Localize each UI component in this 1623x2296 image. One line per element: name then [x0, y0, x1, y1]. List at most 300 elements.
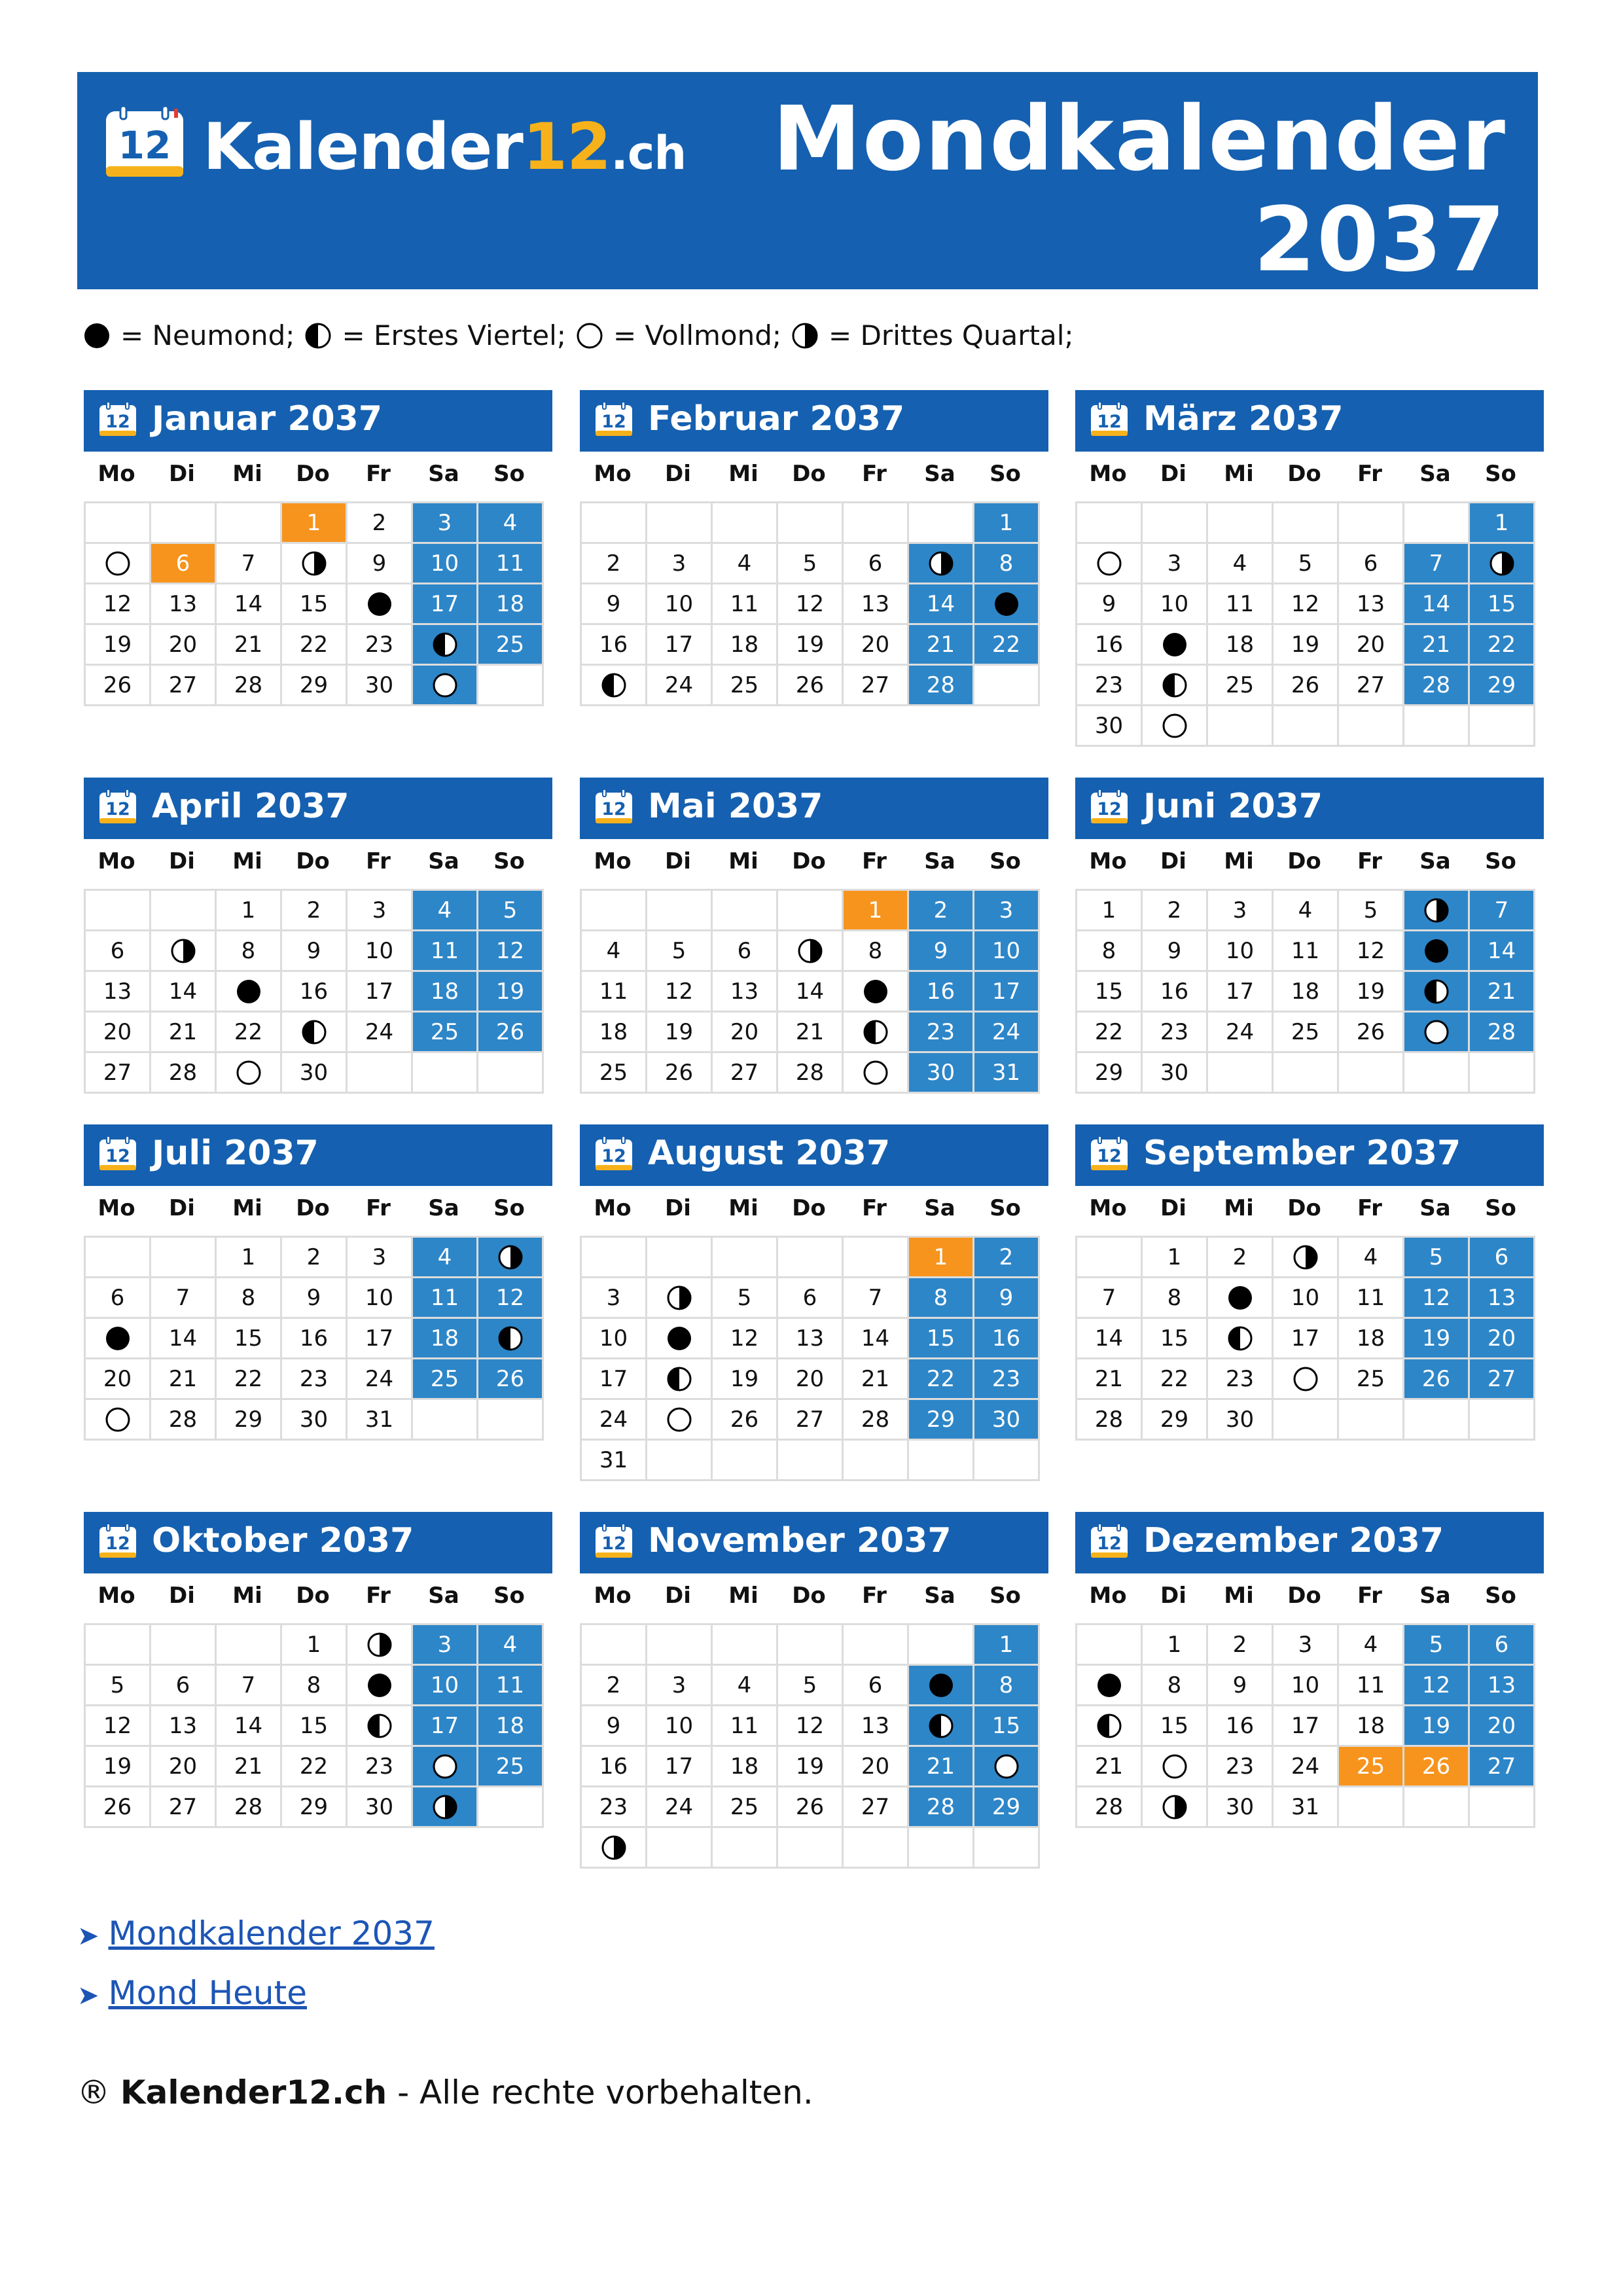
day-cell: 3 [413, 1625, 476, 1664]
day-cell: 2 [974, 1238, 1038, 1276]
month-title: Mai 2037 [648, 787, 823, 826]
day-cell: 10 [647, 584, 711, 623]
day-cell: 1 [1143, 1238, 1206, 1276]
svg-text:12: 12 [1097, 799, 1122, 819]
day-cell: 10 [1143, 584, 1206, 623]
day-cell [1143, 666, 1206, 704]
day-cell: 6 [713, 931, 776, 970]
day-cell: 28 [151, 1053, 215, 1092]
link-mond-heute[interactable]: Mond Heute [108, 1974, 307, 2012]
full-moon-icon [862, 1059, 889, 1086]
first-quarter-icon [304, 321, 332, 350]
new-moon-icon [1423, 937, 1450, 965]
day-cell: 23 [1208, 1747, 1272, 1785]
day-cell: 20 [778, 1359, 842, 1398]
empty-cell [778, 503, 842, 542]
day-cell: 12 [713, 1319, 776, 1357]
day-cell: 3 [974, 891, 1038, 929]
weekday-label: Sa [428, 1583, 459, 1609]
page-title [773, 89, 1507, 291]
day-cell: 1 [1470, 503, 1533, 542]
day-cell: 11 [1339, 1666, 1402, 1704]
day-cell: 25 [413, 1359, 476, 1398]
day-cell: 17 [1274, 1319, 1337, 1357]
day-cell [1274, 1359, 1337, 1398]
day-cell: 11 [413, 931, 476, 970]
empty-cell [1274, 1053, 1337, 1092]
month-mai-2037 [580, 778, 1048, 1094]
day-cell [844, 1013, 907, 1051]
day-cell: 25 [582, 1053, 645, 1092]
day-cell: 24 [647, 1787, 711, 1826]
weekday-label: Mi [1224, 1583, 1254, 1609]
day-cell: 21 [151, 1359, 215, 1398]
day-grid [84, 889, 544, 1094]
day-cell: 30 [909, 1053, 972, 1092]
day-cell: 1 [909, 1238, 972, 1276]
day-cell: 2 [582, 544, 645, 583]
weekday-header [84, 848, 552, 881]
day-cell: 13 [844, 1706, 907, 1745]
day-cell: 19 [86, 625, 149, 664]
day-cell: 8 [1143, 1666, 1206, 1704]
day-cell: 5 [1339, 891, 1402, 929]
day-cell: 6 [844, 1666, 907, 1704]
day-cell [348, 1625, 411, 1664]
day-cell: 16 [1077, 625, 1141, 664]
day-cell: 31 [582, 1441, 645, 1479]
empty-cell [217, 503, 280, 542]
day-cell: 18 [713, 625, 776, 664]
month-title: Januar 2037 [152, 399, 383, 439]
day-cell: 9 [582, 1706, 645, 1745]
day-cell: 21 [844, 1359, 907, 1398]
weekday-label: So [493, 1583, 525, 1609]
day-cell: 12 [86, 1706, 149, 1745]
full-moon-icon [235, 1059, 262, 1086]
weekday-label: Sa [428, 461, 459, 487]
day-cell: 30 [1143, 1053, 1206, 1092]
weekday-header [1075, 1583, 1544, 1615]
day-cell: 29 [217, 1400, 280, 1439]
weekday-label: Fr [862, 1195, 887, 1221]
link-row-mondkalender [77, 1914, 435, 1952]
weekday-label: Mi [1224, 848, 1254, 874]
day-cell: 19 [778, 625, 842, 664]
day-cell: 8 [217, 1278, 280, 1317]
empty-cell [1274, 503, 1337, 542]
weekday-label: So [990, 461, 1021, 487]
day-cell: 7 [1077, 1278, 1141, 1317]
weekday-label: Fr [862, 461, 887, 487]
first-quarter-icon [431, 631, 459, 658]
day-cell: 27 [86, 1053, 149, 1092]
day-cell: 24 [647, 666, 711, 704]
day-cell: 17 [1274, 1706, 1337, 1745]
day-cell: 13 [844, 584, 907, 623]
weekday-label: Fr [862, 848, 887, 874]
day-cell: 8 [1143, 1278, 1206, 1317]
day-cell: 11 [713, 1706, 776, 1745]
weekday-label: Mo [98, 848, 135, 874]
day-cell [282, 1013, 346, 1051]
weekday-label: Mo [98, 461, 135, 487]
empty-cell [86, 1625, 149, 1664]
weekday-label: Sa [428, 848, 459, 874]
day-cell [1404, 972, 1468, 1011]
day-cell: 27 [844, 1787, 907, 1826]
weekday-label: Sa [1419, 461, 1451, 487]
day-cell: 6 [1339, 544, 1402, 583]
brand-prefix: Kalender [203, 110, 523, 185]
legend-full-moon-label: = Vollmond; [613, 319, 782, 351]
day-cell: 17 [1208, 972, 1272, 1011]
day-cell: 8 [217, 931, 280, 970]
weekday-label: Do [792, 1583, 826, 1609]
empty-cell [1077, 503, 1141, 542]
day-cell: 3 [647, 1666, 711, 1704]
svg-text:12: 12 [601, 799, 626, 819]
day-cell: 30 [348, 1787, 411, 1826]
full-moon-icon [1161, 1753, 1188, 1780]
new-moon-icon [1226, 1284, 1254, 1312]
full-moon-icon [1423, 1018, 1450, 1046]
month-title: April 2037 [152, 787, 349, 826]
calendar-icon [98, 789, 137, 827]
empty-cell [778, 891, 842, 929]
month-title: November 2037 [648, 1521, 952, 1560]
last-quarter-icon [666, 1284, 693, 1312]
full-moon-icon [666, 1406, 693, 1433]
day-cell: 24 [1274, 1747, 1337, 1785]
empty-cell [1077, 1238, 1141, 1276]
day-cell: 10 [1208, 931, 1272, 970]
day-cell: 13 [151, 584, 215, 623]
weekday-label: Di [1160, 461, 1186, 487]
day-cell: 13 [1470, 1666, 1533, 1704]
first-quarter-icon [1096, 1712, 1123, 1740]
weekday-label: Di [1160, 1195, 1186, 1221]
day-cell [217, 972, 280, 1011]
weekday-label: So [1485, 1195, 1516, 1221]
empty-cell [151, 503, 215, 542]
empty-cell [478, 1053, 542, 1092]
day-cell [647, 1359, 711, 1398]
day-cell: 12 [478, 931, 542, 970]
day-cell: 19 [1404, 1319, 1468, 1357]
empty-cell [582, 891, 645, 929]
empty-cell [151, 891, 215, 929]
empty-cell [647, 891, 711, 929]
month-header [580, 1124, 1048, 1186]
day-cell: 4 [713, 544, 776, 583]
day-cell: 26 [86, 666, 149, 704]
day-cell [778, 931, 842, 970]
weekday-label: Di [665, 848, 691, 874]
legend-first-quarter-label: = Erstes Viertel; [342, 319, 566, 351]
empty-cell [713, 1828, 776, 1867]
day-cell: 21 [1077, 1747, 1141, 1785]
month-header [580, 778, 1048, 839]
weekday-header [580, 1583, 1048, 1615]
month-header [1075, 1512, 1544, 1573]
day-cell: 30 [1208, 1787, 1272, 1826]
day-cell: 9 [282, 931, 346, 970]
day-cell [478, 1319, 542, 1357]
calendar-icon [594, 1524, 633, 1562]
day-cell: 6 [1470, 1238, 1533, 1276]
day-cell: 3 [413, 503, 476, 542]
day-cell: 28 [1470, 1013, 1533, 1051]
weekday-label: Sa [1419, 1195, 1451, 1221]
day-cell: 17 [413, 1706, 476, 1745]
day-cell: 31 [974, 1053, 1038, 1092]
day-cell: 17 [348, 972, 411, 1011]
link-mondkalender-2037[interactable]: Mondkalender 2037 [108, 1914, 435, 1952]
month-header [84, 778, 552, 839]
day-cell: 22 [974, 625, 1038, 664]
day-cell: 28 [909, 666, 972, 704]
day-cell: 17 [647, 1747, 711, 1785]
weekday-label: Fr [1357, 848, 1382, 874]
day-cell: 18 [413, 972, 476, 1011]
month-title: Dezember 2037 [1143, 1521, 1444, 1560]
day-cell: 18 [1339, 1319, 1402, 1357]
day-grid [84, 501, 544, 706]
weekday-label: Mi [232, 1583, 262, 1609]
day-cell: 9 [582, 584, 645, 623]
day-cell: 29 [1143, 1400, 1206, 1439]
weekday-label: Fr [366, 1195, 391, 1221]
footer-brand: Kalender12.ch [120, 2073, 387, 2111]
day-cell: 21 [909, 1747, 972, 1785]
day-cell: 2 [1208, 1238, 1272, 1276]
day-cell: 14 [909, 584, 972, 623]
legend-last-quarter [791, 319, 1074, 351]
day-cell: 10 [582, 1319, 645, 1357]
day-cell: 10 [1274, 1278, 1337, 1317]
day-cell [647, 1278, 711, 1317]
day-cell: 3 [582, 1278, 645, 1317]
new-moon-icon [927, 1672, 955, 1699]
day-cell: 21 [1077, 1359, 1141, 1398]
last-quarter-icon [1161, 1793, 1188, 1821]
day-cell: 23 [1077, 666, 1141, 704]
first-quarter-icon [600, 672, 628, 699]
day-cell: 13 [1339, 584, 1402, 623]
day-cell: 21 [778, 1013, 842, 1051]
weekday-label: Mi [728, 848, 758, 874]
day-cell [1470, 544, 1533, 583]
day-cell: 23 [348, 625, 411, 664]
day-cell: 3 [1274, 1625, 1337, 1664]
day-cell: 21 [151, 1013, 215, 1051]
day-cell: 26 [647, 1053, 711, 1092]
day-cell: 16 [282, 1319, 346, 1357]
last-quarter-icon [1423, 897, 1450, 924]
empty-cell [582, 1238, 645, 1276]
weekday-label: So [1485, 848, 1516, 874]
day-cell: 11 [478, 1666, 542, 1704]
day-cell: 18 [413, 1319, 476, 1357]
day-cell: 5 [778, 544, 842, 583]
calendar-icon [594, 789, 633, 827]
day-cell: 18 [582, 1013, 645, 1051]
day-cell [974, 584, 1038, 623]
last-quarter-icon [1488, 550, 1516, 577]
day-cell: 11 [478, 544, 542, 583]
brand-suffix: .ch [611, 126, 687, 180]
empty-cell [844, 1828, 907, 1867]
day-cell: 20 [844, 1747, 907, 1785]
new-moon-icon [82, 321, 111, 350]
day-cell: 10 [647, 1706, 711, 1745]
day-cell: 20 [86, 1013, 149, 1051]
day-cell: 28 [909, 1787, 972, 1826]
day-cell: 16 [282, 972, 346, 1011]
brand-name [203, 110, 686, 185]
day-cell: 28 [151, 1400, 215, 1439]
day-cell: 10 [348, 931, 411, 970]
month-title: Juni 2037 [1143, 787, 1323, 826]
day-cell: 5 [86, 1666, 149, 1704]
day-cell: 4 [413, 891, 476, 929]
day-cell: 3 [647, 544, 711, 583]
day-cell: 26 [1274, 666, 1337, 704]
arrow-icon: ➤ [77, 1981, 99, 2011]
day-cell: 12 [1274, 584, 1337, 623]
month-title: März 2037 [1143, 399, 1344, 439]
month-header [1075, 778, 1544, 839]
full-moon-icon [431, 1753, 459, 1780]
day-cell [282, 544, 346, 583]
last-quarter-icon [791, 321, 819, 350]
day-grid [580, 501, 1040, 706]
day-cell: 6 [151, 1666, 215, 1704]
day-cell: 11 [1339, 1278, 1402, 1317]
weekday-label: Do [1287, 1195, 1321, 1221]
weekday-label: So [990, 1583, 1021, 1609]
empty-cell [413, 1053, 476, 1092]
day-cell: 12 [1404, 1278, 1468, 1317]
day-grid [580, 889, 1040, 1094]
day-cell: 11 [1208, 584, 1272, 623]
weekday-label: Di [169, 461, 195, 487]
weekday-label: Sa [924, 848, 955, 874]
empty-cell [86, 1238, 149, 1276]
svg-text:12: 12 [1097, 1534, 1122, 1554]
first-quarter-icon [300, 1018, 328, 1046]
empty-cell [1339, 1400, 1402, 1439]
day-cell: 10 [348, 1278, 411, 1317]
day-cell: 30 [348, 666, 411, 704]
day-cell [86, 1319, 149, 1357]
day-cell: 26 [1404, 1747, 1468, 1785]
day-cell: 23 [909, 1013, 972, 1051]
empty-cell [217, 1625, 280, 1664]
day-cell: 9 [974, 1278, 1038, 1317]
month-juni-2037 [1075, 778, 1544, 1094]
day-cell [348, 1706, 411, 1745]
day-cell: 8 [1077, 931, 1141, 970]
day-cell: 6 [844, 544, 907, 583]
day-grid [580, 1236, 1040, 1481]
calendar-logo-icon [103, 106, 186, 182]
weekday-label: Do [792, 848, 826, 874]
day-cell: 5 [647, 931, 711, 970]
weekday-label: Di [1160, 848, 1186, 874]
day-cell: 23 [282, 1359, 346, 1398]
day-cell: 27 [151, 666, 215, 704]
weekday-label: Do [1287, 848, 1321, 874]
full-moon-icon [104, 1406, 132, 1433]
last-quarter-icon [431, 1793, 459, 1821]
empty-cell [478, 1787, 542, 1826]
legend-first-quarter [304, 319, 565, 351]
empty-cell [1208, 1053, 1272, 1092]
day-cell [844, 1053, 907, 1092]
day-cell: 27 [844, 666, 907, 704]
day-cell: 30 [974, 1400, 1038, 1439]
day-cell: 8 [909, 1278, 972, 1317]
weekday-label: Di [665, 1195, 691, 1221]
last-quarter-icon [497, 1244, 524, 1271]
day-cell: 4 [1339, 1625, 1402, 1664]
empty-cell [713, 1238, 776, 1276]
day-cell [909, 1666, 972, 1704]
day-cell: 13 [713, 972, 776, 1011]
empty-cell [1404, 706, 1468, 745]
day-cell: 22 [217, 1359, 280, 1398]
day-grid [84, 1623, 544, 1828]
empty-cell [582, 503, 645, 542]
day-cell: 17 [974, 972, 1038, 1011]
day-cell: 18 [1339, 1706, 1402, 1745]
day-cell: 7 [151, 1278, 215, 1317]
svg-text:12: 12 [105, 1534, 130, 1554]
day-cell: 25 [478, 625, 542, 664]
empty-cell [1339, 1787, 1402, 1826]
day-cell: 6 [86, 931, 149, 970]
weekday-label: Fr [1357, 461, 1382, 487]
empty-cell [647, 1441, 711, 1479]
weekday-label: Fr [1357, 1583, 1382, 1609]
day-cell: 5 [1404, 1625, 1468, 1664]
weekday-label: Sa [1419, 848, 1451, 874]
empty-cell [909, 503, 972, 542]
day-cell: 19 [1274, 625, 1337, 664]
day-cell: 7 [844, 1278, 907, 1317]
weekday-label: Mi [1224, 1195, 1254, 1221]
weekday-label: Sa [924, 461, 955, 487]
svg-text:12: 12 [105, 1146, 130, 1166]
month-header [1075, 1124, 1544, 1186]
day-cell: 8 [282, 1666, 346, 1704]
weekday-label: So [1485, 461, 1516, 487]
day-cell: 3 [1208, 891, 1272, 929]
month-februar-2037 [580, 390, 1048, 706]
first-quarter-icon [1161, 672, 1188, 699]
day-cell [1208, 1319, 1272, 1357]
empty-cell [86, 503, 149, 542]
day-cell [348, 1666, 411, 1704]
day-cell: 15 [1470, 584, 1533, 623]
day-cell: 9 [1143, 931, 1206, 970]
weekday-header [580, 848, 1048, 881]
day-cell: 30 [1077, 706, 1141, 745]
page-header [77, 72, 1538, 292]
day-cell: 15 [909, 1319, 972, 1357]
